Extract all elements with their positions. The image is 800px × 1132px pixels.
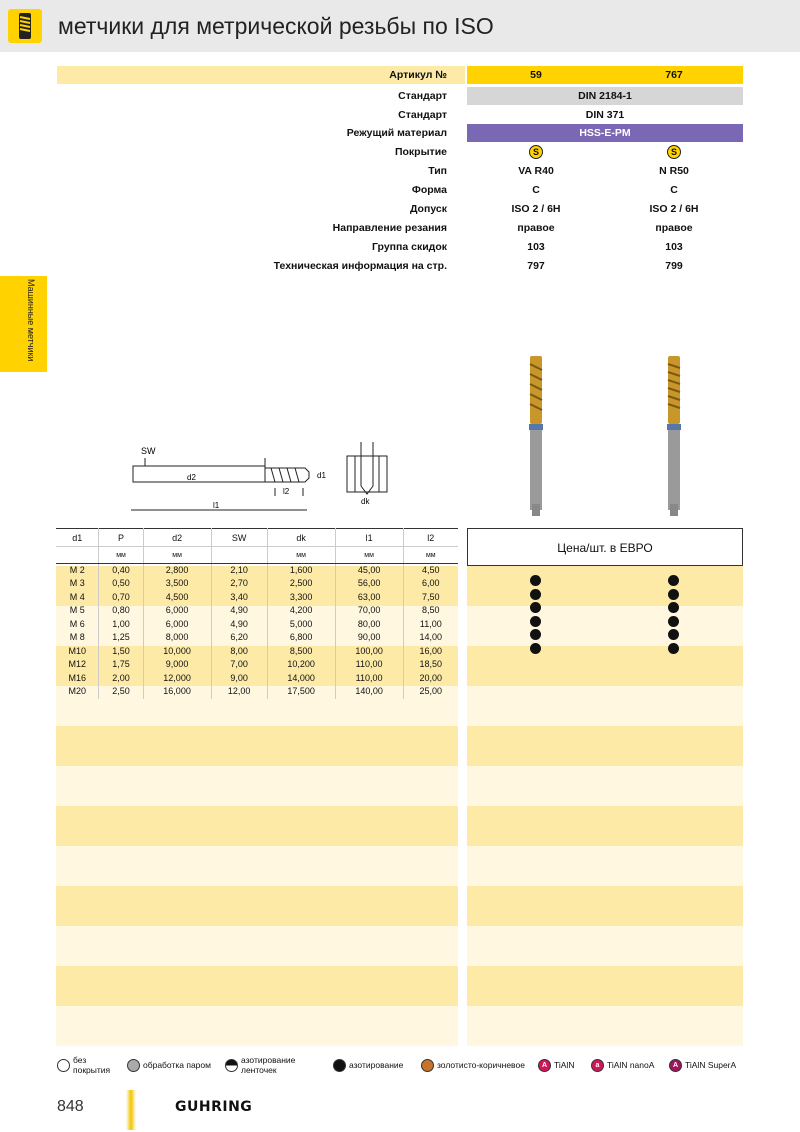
- availability-dot-icon[interactable]: [530, 616, 541, 627]
- table-cell: 0,70: [99, 591, 143, 605]
- legend-item: [669, 1053, 736, 1077]
- table-cell: 90,00: [335, 631, 403, 645]
- table-cell: 18,50: [419, 659, 443, 670]
- table-cell: 1,50: [99, 645, 143, 659]
- page-title: метчики для метрической резьбы по ISO: [58, 13, 494, 39]
- legend-item: [57, 1053, 110, 1077]
- table-cell: 100,00: [335, 645, 403, 659]
- table-row[interactable]: [56, 645, 458, 659]
- legend-item: [127, 1053, 211, 1077]
- table-cell: 8,50: [422, 605, 440, 616]
- table-cell: 70,00: [335, 604, 403, 618]
- spec-label: Режущий материал: [346, 127, 447, 139]
- type-value: N R50: [659, 165, 689, 177]
- table-cell: 16,00: [419, 645, 443, 656]
- coating-cell: [605, 143, 743, 161]
- availability-dot-icon[interactable]: [530, 589, 541, 600]
- table-cell: 3,40: [211, 591, 267, 605]
- spec-label: Тип: [428, 165, 447, 177]
- brown-circle-icon: [421, 1059, 434, 1072]
- spec-label: Допуск: [409, 203, 447, 215]
- table-row[interactable]: [56, 604, 458, 618]
- table-row[interactable]: [56, 672, 458, 686]
- unit-cell: мм: [335, 547, 403, 564]
- label-dk: dk: [361, 497, 370, 506]
- spec-label: Направление резания: [332, 222, 447, 234]
- table-cell: 17,500: [267, 685, 335, 699]
- standard-value: DIN 2184-1: [467, 87, 743, 105]
- table-cell: 1,00: [99, 618, 143, 632]
- legend-label: обработка паром: [143, 1060, 211, 1070]
- spec-label: Форма: [411, 184, 447, 196]
- table-cell: 8,00: [211, 645, 267, 659]
- availability-dot-icon[interactable]: [668, 643, 679, 654]
- table-cell: 2,50: [99, 685, 143, 699]
- price-header: Цена/шт. в ЕВРО: [467, 528, 743, 566]
- standard-value: DIN 371: [585, 109, 625, 121]
- spec-label: Стандарт: [398, 90, 447, 102]
- table-row[interactable]: [56, 631, 458, 645]
- type-value: VA R40: [518, 165, 554, 177]
- tolerance-value: ISO 2 / 6H: [511, 203, 561, 215]
- label-d1: d1: [317, 471, 326, 480]
- unit-cell: мм: [143, 547, 211, 564]
- table-cell: M 8: [56, 631, 99, 645]
- table-cell: 110,00: [335, 658, 403, 672]
- spec-label: Техническая информация на стр.: [273, 260, 447, 272]
- half-circle-icon: [225, 1059, 238, 1072]
- table-cell: M 4: [56, 591, 99, 605]
- table-cell: 6,00: [422, 578, 440, 589]
- table-cell: 25,00: [419, 686, 443, 697]
- tolerance-value: ISO 2 / 6H: [649, 203, 699, 215]
- table-cell: 1,600: [267, 564, 335, 578]
- legend-label: TiAlN nanoA: [607, 1060, 655, 1070]
- table-cell: 110,00: [335, 672, 403, 686]
- tap-logo-icon: [8, 9, 42, 43]
- table-cell: 6,800: [267, 631, 335, 645]
- unit-cell: [211, 547, 267, 564]
- label-l1: l1: [213, 501, 220, 510]
- legend-label: без покрытия: [73, 1055, 111, 1075]
- form-value: C: [670, 184, 678, 196]
- col-header: l2: [403, 529, 458, 547]
- footer-accent-bar: [126, 1090, 136, 1130]
- table-cell: M 6: [56, 618, 99, 632]
- coating-s-icon: S: [529, 145, 543, 159]
- table-cell: 10,000: [143, 645, 211, 659]
- table-cell: 14,00: [419, 632, 443, 643]
- legend-label: золотисто-коричневое: [437, 1060, 525, 1070]
- table-cell: 12,000: [143, 672, 211, 686]
- availability-dot-icon[interactable]: [530, 629, 541, 640]
- table-cell: 0,80: [99, 604, 143, 618]
- table-cell: 20,00: [419, 672, 443, 683]
- direction-value: правое: [517, 222, 555, 234]
- coating-cell: [467, 143, 605, 161]
- table-cell: 3,300: [267, 591, 335, 605]
- availability-dot-icon[interactable]: [668, 589, 679, 600]
- table-row[interactable]: [56, 685, 458, 699]
- availability-dot-icon[interactable]: [668, 616, 679, 627]
- table-cell: 16,000: [143, 685, 211, 699]
- table-row[interactable]: [56, 577, 458, 591]
- tialn-nanoa-icon: a: [591, 1059, 604, 1072]
- table-cell: 4,50: [422, 565, 440, 575]
- coating-s-icon: S: [667, 145, 681, 159]
- empty-circle-icon: [57, 1059, 70, 1072]
- form-value: C: [532, 184, 540, 196]
- page-header: [0, 0, 800, 52]
- table-cell: 6,000: [143, 604, 211, 618]
- tap-photo-767[interactable]: [654, 352, 694, 520]
- table-cell: 0,40: [99, 564, 143, 578]
- table-cell: M12: [56, 658, 99, 672]
- availability-dot-icon[interactable]: [530, 575, 541, 586]
- legend-item: [225, 1053, 295, 1077]
- legend-label: TiAlN SuperA: [685, 1060, 737, 1070]
- table-cell: 1,75: [99, 658, 143, 672]
- side-tab[interactable]: [0, 276, 47, 372]
- coating-legend: [57, 1053, 757, 1077]
- black-circle-icon: [333, 1059, 346, 1072]
- table-cell: 12,00: [211, 685, 267, 699]
- table-cell: 14,000: [267, 672, 335, 686]
- grey-circle-icon: [127, 1059, 140, 1072]
- table-cell: 10,200: [267, 658, 335, 672]
- table-cell: 8,500: [267, 645, 335, 659]
- legend-item: [421, 1053, 525, 1077]
- label-l2: l2: [283, 487, 290, 496]
- label-sw: SW: [141, 446, 156, 456]
- legend-label: азотирование ленточек: [241, 1055, 296, 1075]
- article-59[interactable]: 59: [467, 66, 605, 84]
- spec-label: Стандарт: [398, 109, 447, 121]
- tap-technical-drawing: [125, 438, 405, 518]
- discount-value: 103: [527, 241, 545, 253]
- table-row[interactable]: [56, 658, 458, 672]
- table-cell: 2,10: [211, 564, 267, 578]
- brand-logo: GUHRING: [175, 1099, 253, 1115]
- col-header: P: [99, 529, 143, 547]
- table-cell: 4,500: [143, 591, 211, 605]
- table-cell: M20: [56, 685, 99, 699]
- article-767[interactable]: 767: [605, 66, 743, 84]
- label-d2: d2: [187, 473, 196, 482]
- col-header: d1: [56, 529, 99, 547]
- table-cell: 6,20: [211, 631, 267, 645]
- tap-photo-59[interactable]: [516, 352, 556, 520]
- page-number: 848: [57, 1098, 84, 1115]
- col-header: l1: [335, 529, 403, 547]
- material-value: HSS-E-PM: [467, 124, 743, 142]
- table-cell: 6,000: [143, 618, 211, 632]
- table-cell: 2,500: [267, 577, 335, 591]
- direction-value: правое: [655, 222, 693, 234]
- legend-item: [333, 1053, 403, 1077]
- unit-cell: мм: [267, 547, 335, 564]
- table-cell: 45,00: [335, 564, 403, 578]
- spec-label: Артикул №: [57, 66, 465, 84]
- table-cell: 63,00: [335, 591, 403, 605]
- table-cell: M16: [56, 672, 99, 686]
- availability-dot-icon[interactable]: [530, 602, 541, 613]
- table-cell: 3,500: [143, 577, 211, 591]
- table-unit-row: [56, 547, 458, 564]
- table-cell: 8,000: [143, 631, 211, 645]
- techinfo-link[interactable]: 799: [665, 260, 683, 272]
- unit-cell: мм: [403, 547, 458, 564]
- table-cell: 9,00: [211, 672, 267, 686]
- table-cell: 11,00: [419, 618, 442, 629]
- table-cell: 0,50: [99, 577, 143, 591]
- legend-item: [591, 1053, 654, 1077]
- col-header: d2: [143, 529, 211, 547]
- techinfo-link[interactable]: 797: [527, 260, 545, 272]
- table-row[interactable]: [56, 618, 458, 632]
- table-cell: 4,200: [267, 604, 335, 618]
- spec-label: Группа скидок: [372, 241, 447, 253]
- col-header: dk: [267, 529, 335, 547]
- table-cell: M10: [56, 645, 99, 659]
- table-row[interactable]: [56, 591, 458, 605]
- unit-cell: мм: [99, 547, 143, 564]
- table-cell: 2,70: [211, 577, 267, 591]
- tialn-icon: A: [538, 1059, 551, 1072]
- table-cell: M 3: [56, 577, 99, 591]
- table-cell: 9,000: [143, 658, 211, 672]
- table-row[interactable]: [56, 564, 458, 578]
- col-header: SW: [211, 529, 267, 547]
- spec-label: Покрытие: [394, 146, 447, 158]
- table-cell: 2,800: [143, 564, 211, 578]
- tialn-supera-icon: A: [669, 1059, 682, 1072]
- table-cell: 56,00: [335, 577, 403, 591]
- table-cell: M 2: [56, 564, 99, 578]
- table-cell: 2,00: [99, 672, 143, 686]
- legend-item: [538, 1053, 574, 1077]
- table-cell: 7,50: [422, 591, 440, 602]
- legend-label: азотирование: [349, 1060, 404, 1070]
- table-header-row: [56, 529, 458, 547]
- availability-dot-icon[interactable]: [530, 643, 541, 654]
- dimensions-table: [56, 528, 458, 699]
- availability-dot-icon[interactable]: [668, 602, 679, 613]
- table-cell: 4,90: [211, 618, 267, 632]
- availability-dot-icon[interactable]: [668, 629, 679, 640]
- table-cell: 4,90: [211, 604, 267, 618]
- table-cell: 140,00: [335, 685, 403, 699]
- discount-value: 103: [665, 241, 683, 253]
- table-cell: 1,25: [99, 631, 143, 645]
- table-cell: 7,00: [211, 658, 267, 672]
- legend-label: TiAlN: [554, 1060, 575, 1070]
- availability-dot-icon[interactable]: [668, 575, 679, 586]
- side-tab-label: Машинные метчики: [26, 279, 36, 362]
- table-cell: 80,00: [335, 618, 403, 632]
- table-cell: 5,000: [267, 618, 335, 632]
- unit-cell: [56, 547, 99, 564]
- table-cell: M 5: [56, 604, 99, 618]
